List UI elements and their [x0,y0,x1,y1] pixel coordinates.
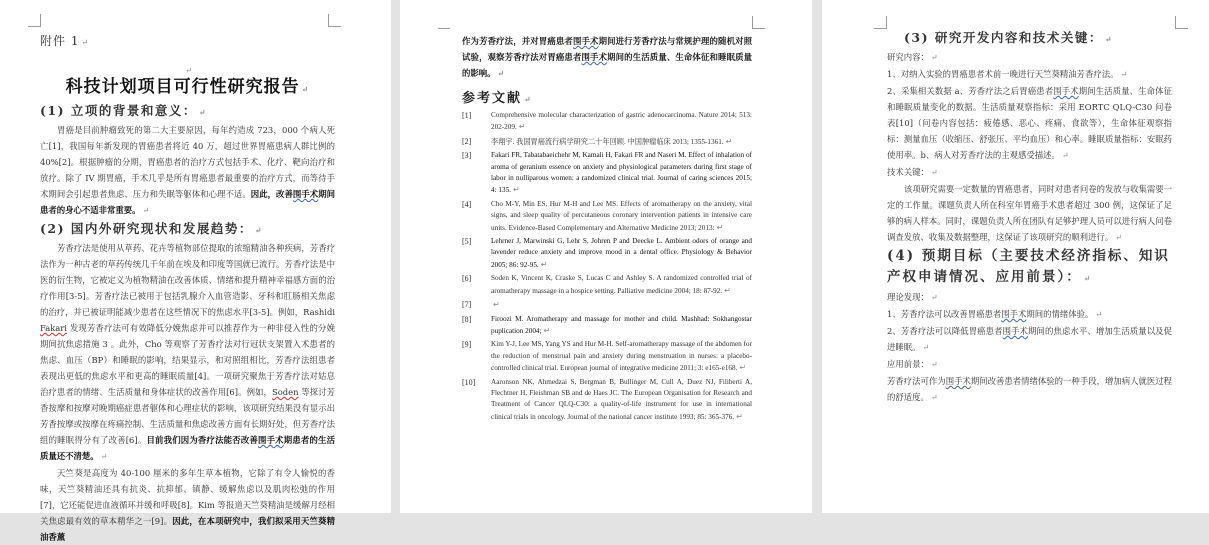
reference-item[interactable]: [2] 李翔宇. 我国胃癌流行病学研究二十年回顾. 中国肿瘤临床 2013; 1355-1361. ↵ [462,136,733,146]
reference-item[interactable]: [5] Lehrner J, Marwinski G, Lehr S, Johren P and Deecke L. Ambient odors of orange and lavender reduce anxiety and improve mood in a dental office. Physiology & Behavior 2005; 86: 92-95. ↵ [462,237,752,269]
document-title[interactable]: 科技计划项目可行性研究报告 ↵ [65,77,310,97]
document-page-3 [822,0,1209,513]
theory-item-2[interactable]: 2、芳香疗法可以降低胃癌患者围手术期间的焦虑水平、增加生活质量以及促进睡眠。 ↵ [887,326,1173,352]
margin-corner-mark [874,16,887,29]
margin-corner-mark [752,16,765,29]
section-2-heading[interactable]: (2) 国内外研究现状和发展趋势： ↵ [40,221,264,236]
section-2-paragraph-2[interactable]: 天竺葵是高度为 40-100 厘米的多年生草本植物，它除了有令人愉悦的香味，天竺葵精油还具有抗炎、抗抑郁、镇静、缓解焦虑以及肌肉松弛的作用[7]，它还能促进血液循环并缓和呼吸[8]。Kim 等报道天竺葵精油是缓解月经相关焦虑最有效的草本精华之一[9]。因此，在本项研究中，我们拟采用天竺葵精油香薰 [40,468,335,542]
section-3-heading[interactable]: (3) 研究开发内容和技术关键： ↵ [904,30,1114,45]
tech-key-label[interactable]: 技术关键： ↵ [887,167,938,177]
application-label[interactable]: 应用前景： ↵ [887,359,938,369]
tech-key-paragraph[interactable]: 该项研究需要一定数量的胃癌患者，同时对患者问卷的发放与收集需要一定的工作量。课题负责人所在科室年胃癌手术患者超过 300 例，这保证了足够的病人样本。同时，课题负责人所在团队有足够护理人员可以进行病人问卷调查发放、收集及数据整理，这保证了该项研究的顺利进行。 ↵ [887,184,1172,242]
reference-item[interactable]: [6] Soden K, Vincent K, Craske S, Lucas C and Ashley S. A randomized controlled trial of aromatherapy massage in a hospice setting. Palliative medicine 2004; 18: 87-92. ↵ [462,274,752,295]
reference-item[interactable]: [4] Cho M-Y, Min ES, Hur M-H and Lee MS. Effects of aromatherapy on the anxiety, vital signs, and sleep quality of percutaneous coronary intervention patients in intensive care units. Evidence-Based Complementary and Alternative Medicine 2013; 2013: ↵ [462,199,752,232]
reference-item[interactable]: [8] Firoozi M. Aromatherapy and massage for mother and child. Mashhad: Sokhangostar puplication 2004; ↵ [462,314,752,335]
reference-item[interactable]: [9] Kim Y-J, Lee MS, Yang YS and Hur M-H. Self-aromatherapy massage of the abdomen for the reduction of menstrual pain and anxiety during menstruation in nurses: a placebo-controlled clinical trial. European journal of integrative medicine 2011; 3: e165-e168. ↵ [462,340,752,373]
research-item-1[interactable]: 1、对纳入实验的胃癌患者术前一晚进行天竺葵精油芳香疗法。 ↵ [887,69,1128,79]
section-1-heading[interactable]: (1) 立项的背景和意义： ↵ [40,103,208,118]
section-4-heading[interactable]: (4) 预期目标（主要技术经济指标、知识产权申请情况、应用前景）： ↵ [887,248,1170,285]
document-page-1 [0,0,391,542]
references-heading[interactable]: 参考文献 ↵ [462,91,533,106]
margin-corner-mark [1175,16,1188,29]
reference-item[interactable]: [7] ↵ [462,300,500,310]
research-content-label[interactable]: 研究内容： ↵ [887,52,938,62]
reference-item[interactable]: [3] Fakari FR, Tabatabaeichehr M, Kamali H, Fakari FR and Naseri M. Effect of inhalation of aroma of geranium essence on anxiety and physiological parameters during first stage of labor in nulliparous women: a randomized clinical trial. Journal of caring sciences 2015; 4: 135. ↵ [462,151,752,195]
margin-corner-mark [28,14,41,27]
section-2-paragraph-1[interactable]: 芳香疗法是使用从草药、花卉等植物部位提取的浓缩精油各种疾病，芳香疗法作为一种古老的草药传统几千年前在埃及和印度等国就已流行。芳香疗法是中医的衍生物，它被定义为植物精油在改善体质、情绪和提升精神幸福感方面的治疗作用[3-5]。芳香疗法已被用于包括乳腺介入血管造影、牙科和肛肠相关焦虑的治疗，并已被证明能减少患者在这些情况下的焦虑水平[3-5]。例如，Rashidi Fakari 发现芳香疗法可有效降低分娩焦虑并可以推荐作为一种非侵入性的分娩期间抗焦虑措施 3 。此外，Cho 等观察了芳香疗法对行冠状支架置入术患者的焦虑、血压（BP）和睡眠的影响，结果显示，和对照组相比，芳香疗法组患者表现出更低的焦虑水平和更高的睡眠质量[4]。一项研究聚焦于芳香疗法对姑息治疗患者的情绪、生活质量和身体症状的改善作用[6]。例如，Soden 等探讨芳香按摩和按摩对晚期癌症患者躯体和心理症状的影响，该项研究结果没有显示出芳香按摩或按摩在疼痛控制、生活质量和焦虑改善方面有长期好处，但芳香疗法组的睡眠得分有了改善[6]。目前我们因为香疗法能否改善围手术期患者的生活质量还不清楚。 ↵ [40,243,336,461]
attachment-label[interactable]: 附件 1 ↵ [40,34,90,48]
empty-paragraph[interactable]: ↵ [185,66,192,75]
margin-corner-mark [438,16,450,29]
application-paragraph[interactable]: 芳香疗法可作为围手术期间改善患者情绪体验的一种手段，增加病人就医过程的舒适度。 ↵ [887,376,1173,402]
research-item-2[interactable]: 2、采集相关数据 a、芳香疗法之后胃癌患者围手术期间生活质量、生命体征和睡眠质量变化的数据。生活质量观察指标：采用 EORTC QLQ-C30 问卷表[10]（问卷内容包括：疲倦感、恶心、疼痛、食欲等），生命体征观察指标：测量血压（收缩压、舒张压、平均血压）和心率。睡眠质量指标：安眠药使用率。b、病人对芳香疗法的主观感受描述。 ↵ [887,86,1173,160]
document-page-2 [400,0,812,513]
continuation-paragraph[interactable]: 作为芳香疗法，并对胃癌患者围手术期间进行芳香疗法与常规护理的随机对照试验，观察芳香疗法对胃癌患者围手术期间的生活质量、生命体征和睡眠质量的影响。 ↵ [462,36,753,78]
reference-item[interactable]: [10] Aaronson NK, Ahmedzai S, Bergman B, Bullinger M, Cull A, Duez NJ, Filiberti A, Flechtner H, Fleishman SB and de Haes JC. The European Organisation for Research and Treatment of Cancer QLQ-C30: a quality-of-life instrument for use in international clinical trials in oncology. Journal of the national cancer institute 1993; 85: 365-376. ↵ [462,377,752,421]
margin-corner-mark [328,14,341,27]
reference-list [462,110,752,423]
theory-item-1[interactable]: 1、芳香疗法可以改善胃癌患者围手术期间的情绪体验。 ↵ [887,309,1103,319]
theory-label[interactable]: 理论发现： ↵ [887,292,938,302]
reference-item[interactable]: [1] Comprehensive molecular characterization of gastric adenocarcinoma. Nature 2014; 513: 202-209. ↵ [462,111,752,132]
section-1-paragraph[interactable]: 胃癌是目前肿瘤致死的第二大主要原因，每年约造成 723，000 个病人死亡[1]，我国每年新发现的胃癌患者将近 40 万，超过世界胃癌患病人群比例的40%[2]。根据肿瘤的分期，胃癌患者的治疗方式包括手术、化疗、靶向治疗和放疗。除了 IV 期胃癌，手术几乎是所有胃癌患者最重要的治疗方式，而等待手术期间会引起患者焦虑、压力和失眠等躯体和心理不适。因此，改善围手术期间患者的身心不适非常重要。 ↵ [40,125,336,215]
